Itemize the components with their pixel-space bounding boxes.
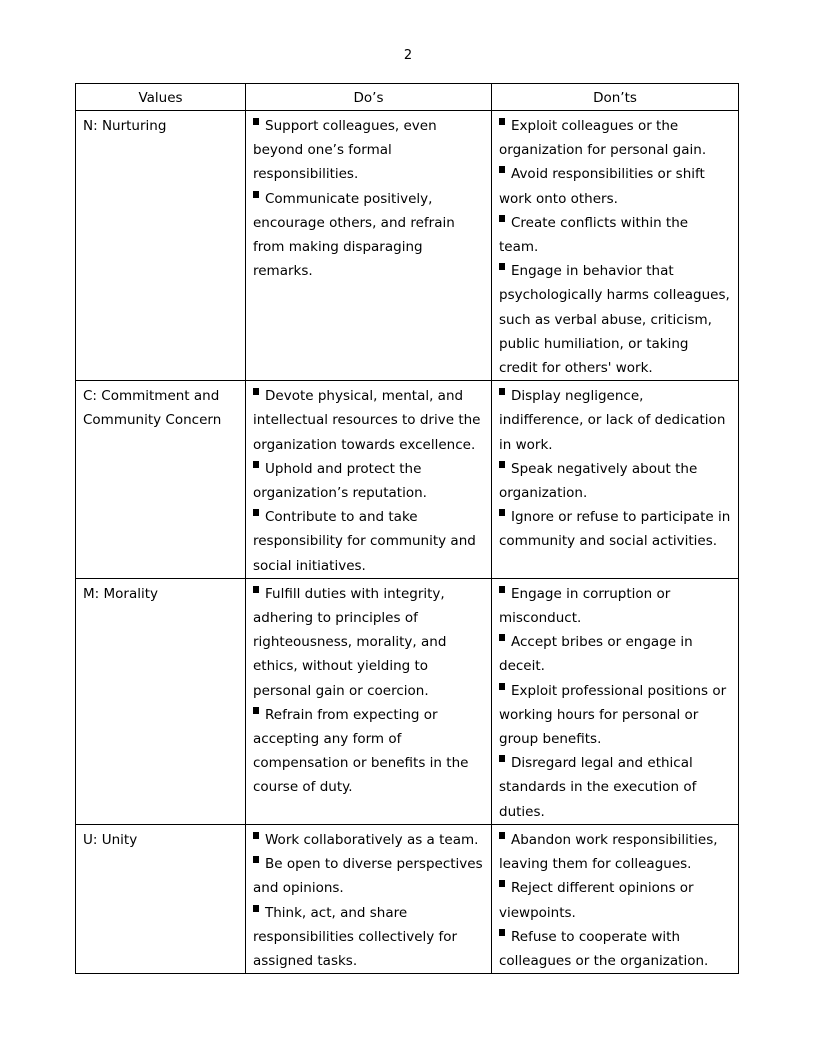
value-cell: N: Nurturing	[76, 111, 246, 381]
bullet-square-icon	[253, 461, 259, 468]
bullet-square-icon	[499, 388, 505, 395]
bullet-square-icon	[253, 118, 259, 125]
dos-item: Be open to diverse perspectives and opinions.	[253, 856, 483, 897]
dos-cell	[246, 111, 492, 381]
dos-item: Communicate positively, encourage others, and refrain from making disparaging remarks.	[253, 190, 455, 280]
bullet-square-icon	[499, 832, 505, 839]
bullet-square-icon	[499, 683, 505, 690]
donts-item: Refuse to cooperate with colleagues or the organization.	[499, 928, 709, 969]
table-row-commitment	[76, 381, 739, 579]
values-table	[75, 83, 739, 974]
bullet-square-icon	[499, 929, 505, 936]
bullet-square-icon	[499, 118, 505, 125]
bullet-square-icon	[499, 634, 505, 641]
donts-item: Accept bribes or engage in deceit.	[499, 634, 693, 675]
dos-cell	[246, 578, 492, 824]
bullet-square-icon	[253, 707, 259, 714]
dos-item: Uphold and protect the organization’s reputation.	[253, 460, 427, 502]
bullet-square-icon	[253, 905, 259, 912]
bullet-square-icon	[499, 461, 505, 468]
dos-item: Work collaboratively as a team.	[253, 828, 484, 852]
donts-cell	[492, 381, 739, 579]
donts-cell	[492, 824, 739, 973]
donts-item: Reject different opinions or viewpoints.	[499, 880, 694, 921]
dos-item: Refrain from expecting or accepting any form of compensation or benefits in the course of duty.	[253, 706, 469, 796]
value-cell: U: Unity	[76, 824, 246, 973]
dos-item: Contribute to and take responsibility for community and social initiatives.	[253, 509, 476, 574]
donts-item: Exploit professional positions or working hours for personal or group benefits.	[499, 682, 727, 748]
bullet-square-icon	[499, 509, 505, 516]
dos-item: Think, act, and share responsibilities collectively for assigned tasks.	[253, 904, 458, 969]
donts-item: Display negligence, indifference, or lack of dedication in work.	[499, 388, 726, 453]
donts-item: Create conflicts within the team.	[499, 214, 689, 256]
bullet-square-icon	[253, 586, 259, 593]
bullet-square-icon	[253, 191, 259, 198]
table-header-row	[76, 84, 739, 111]
donts-item: Disregard legal and ethical standards in the execution of duties.	[499, 755, 697, 820]
donts-item: Exploit colleagues or the organization for personal gain.	[499, 118, 707, 159]
bullet-square-icon	[253, 832, 259, 839]
dos-item: Devote physical, mental, and intellectual resources to drive the organization towards excellence.	[253, 388, 481, 453]
donts-cell	[492, 578, 739, 824]
dos-cell	[246, 824, 492, 973]
table-row-unity	[76, 824, 739, 973]
donts-item: Abandon work responsibilities, leaving them for colleagues.	[499, 831, 718, 873]
bullet-square-icon	[499, 166, 505, 173]
dos-item: Support colleagues, even beyond one’s formal responsibilities.	[253, 118, 437, 183]
donts-item: Avoid responsibilities or shift work onto others.	[499, 166, 705, 207]
dos-cell	[246, 381, 492, 579]
header-donts: Don’ts	[492, 84, 739, 111]
donts-item: Speak negatively about the organization.	[499, 460, 698, 502]
table-row-morality	[76, 578, 739, 824]
header-dos: Do’s	[246, 84, 492, 111]
donts-item: Engage in corruption or misconduct.	[499, 585, 671, 627]
bullet-square-icon	[499, 586, 505, 593]
bullet-square-icon	[253, 388, 259, 395]
bullet-square-icon	[499, 215, 505, 222]
bullet-square-icon	[499, 263, 505, 270]
value-cell: M: Morality	[76, 578, 246, 824]
donts-item: Engage in behavior that psychologically harms colleagues, such as verbal abuse, criticism, public humiliation, or taking credit for others' work.	[499, 263, 730, 377]
bullet-square-icon	[253, 509, 259, 516]
page-number: 2	[403, 48, 413, 63]
bullet-square-icon	[253, 856, 259, 863]
donts-item: Ignore or refuse to participate in community and social activities.	[499, 509, 731, 550]
value-cell: C: Commitment and Community Concern	[76, 381, 246, 579]
header-values: Values	[76, 84, 246, 111]
table-row-nurturing	[76, 111, 739, 381]
bullet-square-icon	[499, 880, 505, 887]
bullet-square-icon	[499, 755, 505, 762]
donts-cell	[492, 111, 739, 381]
dos-item: Fulfill duties with integrity, adhering to principles of righteousness, morality, and ethics, without yielding to personal gain or coercion.	[253, 585, 447, 699]
